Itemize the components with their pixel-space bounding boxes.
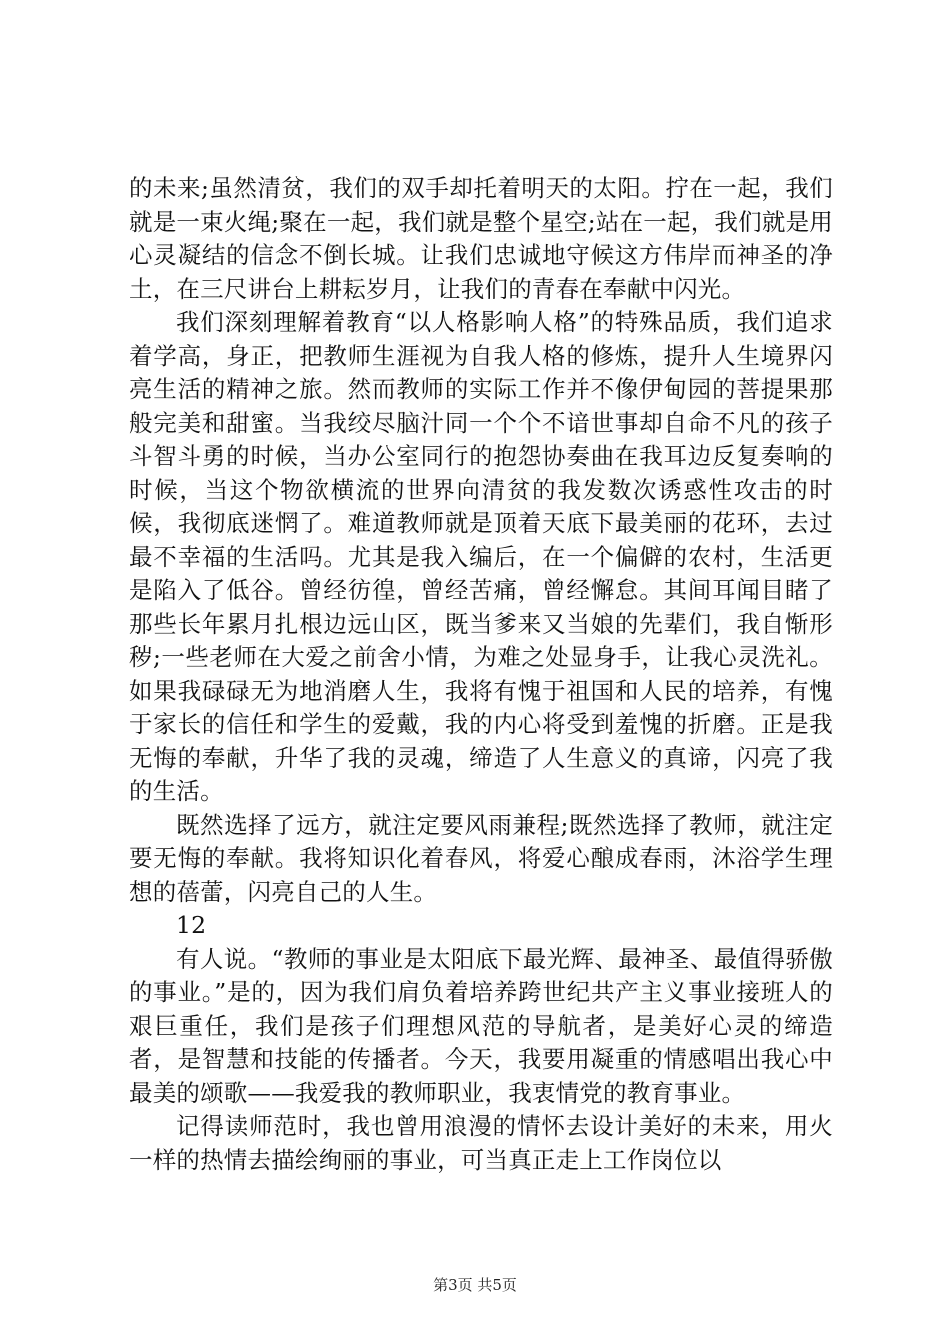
paragraph-continued: 的未来;虽然清贫，我们的双手却托着明天的太阳。拧在一起，我们就是一束火绳;聚在一起，我们就是整个星空;站在一起，我们就是用心灵凝结的信念不倒长城。让我们忠诚地守候这方伟岸而神圣的净土，在三尺讲台上耕耘岁月，让我们的青春在奉献中闪光。: [129, 174, 833, 303]
paragraph-choose-distance: 既然选择了远方，就注定要风雨兼程;既然选择了教师，就注定要无悔的奉献。我将知识化着春风，将爱心酿成春雨，沐浴学生理想的蓓蕾，闪亮自己的人生。: [129, 810, 833, 906]
paragraph-education-personality: 我们深刻理解着教育“以人格影响人格”的特殊品质，我们追求着学高，身正，把教师生涯视为自我人格的修炼，提升人生境界闪亮生活的精神之旅。然而教师的实际工作并不像伊甸园的菩提果那般完美和甜蜜。当我绞尽脑汁同一个个不谙世事却自命不凡的孩子斗智斗勇的时候，当办公室同行的抱怨协奏曲在我耳边反复奏响的时候，当这个物欲横流的世界向清贫的我发数次诱惑性攻击的时候，我彻底迷惘了。难道教师就是顶着天底下最美丽的花环，去过最不幸福的生活吗。尤其是我入编后，在一个偏僻的农村，生活更是陷入了低谷。曾经彷徨，曾经苦痛，曾经懈怠。其间耳闻目睹了那些长年累月扎根边远山区，既当爹来又当娘的先辈们，我自惭形秽;一些老师在大爱之前舍小情，为难之处显身手，让我心灵洗礼。如果我碌碌无为地消磨人生，我将有愧于祖国和人民的培养，有愧于家长的信任和学生的爱戴，我的内心将受到羞愧的折磨。正是我无悔的奉献，升华了我的灵魂，缔造了人生意义的真谛，闪亮了我的生活。: [129, 308, 833, 805]
paragraph-teacher-career: 有人说。“教师的事业是太阳底下最光辉、最神圣、最值得骄傲的事业。”是的，因为我们肩负着培养跨世纪共产主义事业接班人的艰巨重任，我们是孩子们理想风范的导航者，是美好心灵的缔造者，是智慧和技能的传播者。今天，我要用凝重的情感唱出我心中最美的颂歌——我爱我的教师职业，我衷情党的教育事业。: [129, 944, 833, 1107]
paragraph-normal-school: 记得读师范时，我也曾用浪漫的情怀去设计美好的未来，用火一样的热情去描绘绚丽的事业，可当真正走上工作岗位以: [129, 1112, 833, 1174]
document-body: [129, 172, 833, 1177]
section-number: 12: [176, 911, 207, 939]
page-footer: 第3页 共5页: [433, 1276, 517, 1294]
